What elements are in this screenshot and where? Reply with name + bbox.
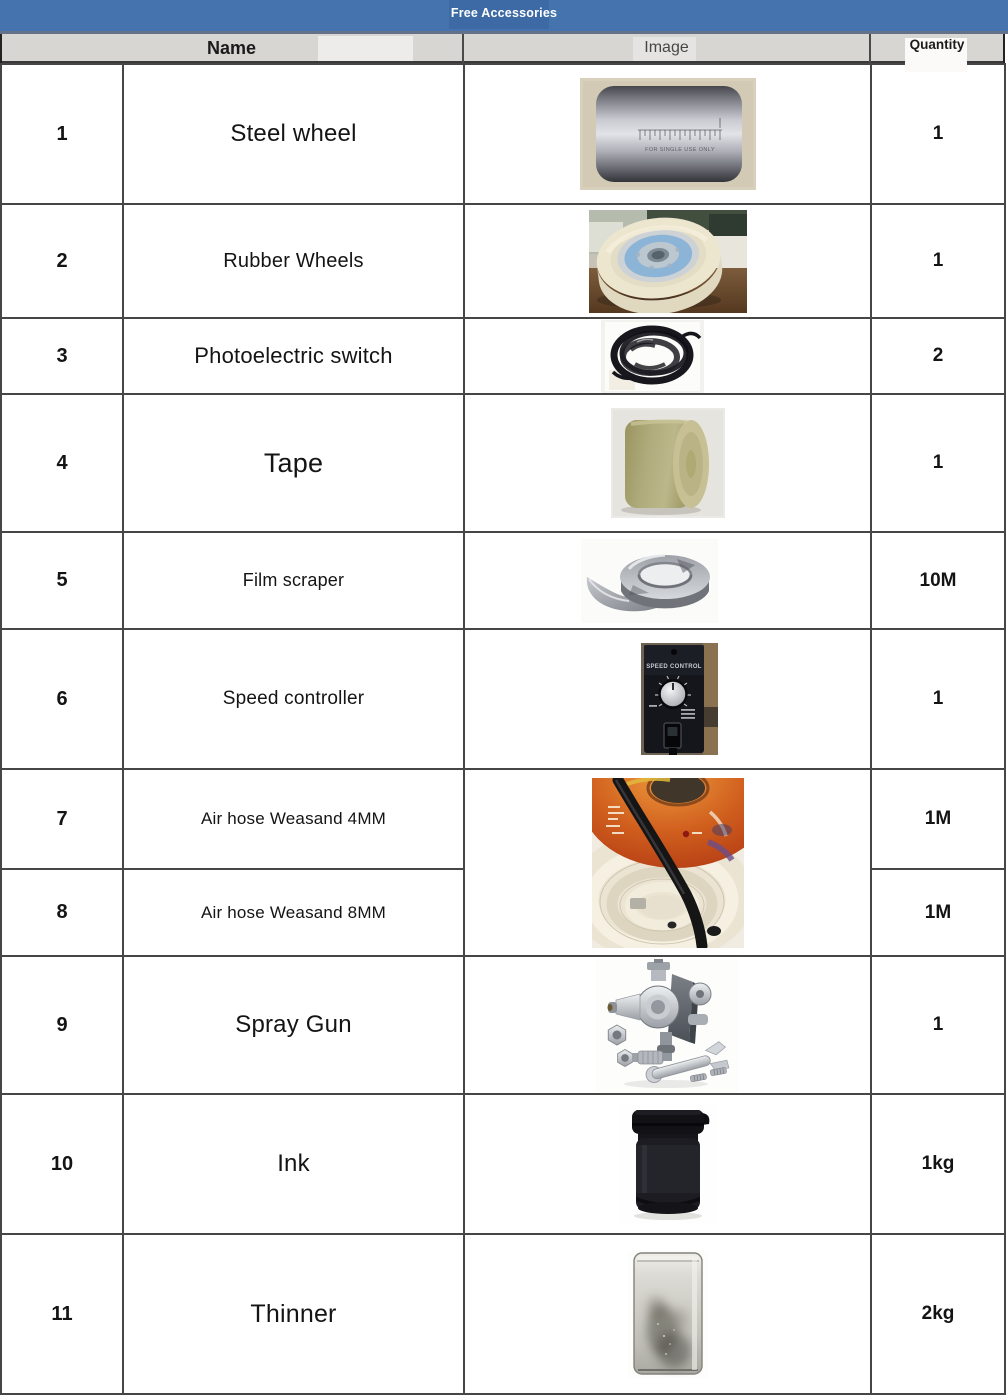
image-cell (464, 956, 871, 1094)
row-number-cell: 8 (1, 869, 123, 956)
name-cell: Film scraper (123, 532, 464, 629)
title-bar (0, 0, 1008, 34)
row-number-cell: 5 (1, 532, 123, 629)
quantity-cell: 1M (871, 769, 1005, 869)
accessories-table (0, 63, 1006, 1395)
name-cell: Ink (123, 1094, 464, 1234)
name-cell: Air hose Weasand 8MM (123, 869, 464, 956)
name-cell: Thinner (123, 1234, 464, 1394)
row-number-cell: 7 (1, 769, 123, 869)
row-number-cell: 4 (1, 394, 123, 532)
row-number-cell: 2 (1, 204, 123, 318)
table-column-header (0, 34, 1005, 63)
steel-wheel-photo (580, 78, 756, 190)
name-cell: Tape (123, 394, 464, 532)
quantity-cell: 1kg (871, 1094, 1005, 1234)
air-hose-spool-photo (592, 778, 744, 948)
row-number-cell: 1 (1, 64, 123, 204)
page-title: Free Accessories (450, 6, 558, 20)
name-cell: Air hose Weasand 4MM (123, 769, 464, 869)
spray-gun-photo (596, 958, 739, 1093)
speed-controller-photo (641, 643, 718, 755)
thinner-can-photo (628, 1250, 708, 1378)
table-row (1, 394, 1005, 532)
table-row (1, 532, 1005, 629)
image-cell (464, 532, 871, 629)
image-cell (464, 318, 871, 394)
ink-container-photo (619, 1105, 716, 1223)
image-cell (464, 1094, 871, 1234)
row-number-cell: 9 (1, 956, 123, 1094)
image-cell (464, 394, 871, 532)
image-cell (464, 64, 871, 204)
name-cell: Speed controller (123, 629, 464, 769)
column-header-name: Name (206, 38, 257, 58)
film-scraper-photo (581, 539, 718, 623)
quantity-cell: 1M (871, 869, 1005, 956)
quantity-cell: 2kg (871, 1234, 1005, 1394)
image-cell (464, 1234, 871, 1394)
table-row (1, 204, 1005, 318)
name-cell: Photoelectric switch (123, 318, 464, 394)
image-cell (464, 769, 871, 956)
name-cell: Spray Gun (123, 956, 464, 1094)
quantity-cell: 2 (871, 318, 1005, 394)
table-row (1, 1234, 1005, 1394)
column-header-image: Image (644, 39, 689, 56)
table-row (1, 64, 1005, 204)
table-row (1, 318, 1005, 394)
quantity-cell: 1 (871, 956, 1005, 1094)
speed-controller-label: SPEED CONTROL (646, 664, 702, 670)
table-row (1, 956, 1005, 1094)
table-row (1, 629, 1005, 769)
quantity-cell: 1 (871, 394, 1005, 532)
image-cell (464, 629, 871, 769)
name-cell: Rubber Wheels (123, 204, 464, 318)
column-header-quantity: Quantity (909, 37, 965, 52)
photoelectric-switch-photo (601, 320, 704, 393)
quantity-cell: 10M (871, 532, 1005, 629)
row-number-cell: 3 (1, 318, 123, 394)
quantity-cell: 1 (871, 204, 1005, 318)
name-cell: Steel wheel (123, 64, 464, 204)
steel-wheel-engraving: FOR SINGLE USE ONLY (644, 147, 715, 153)
quantity-cell: 1 (871, 64, 1005, 204)
row-number-cell: 11 (1, 1234, 123, 1394)
row-number-cell: 10 (1, 1094, 123, 1234)
image-cell (464, 204, 871, 318)
table-row (1, 1094, 1005, 1234)
quantity-cell: 1 (871, 629, 1005, 769)
table-row (1, 769, 1005, 869)
row-number-cell: 6 (1, 629, 123, 769)
tape-roll-photo (611, 408, 725, 518)
rubber-wheels-photo (589, 210, 747, 313)
